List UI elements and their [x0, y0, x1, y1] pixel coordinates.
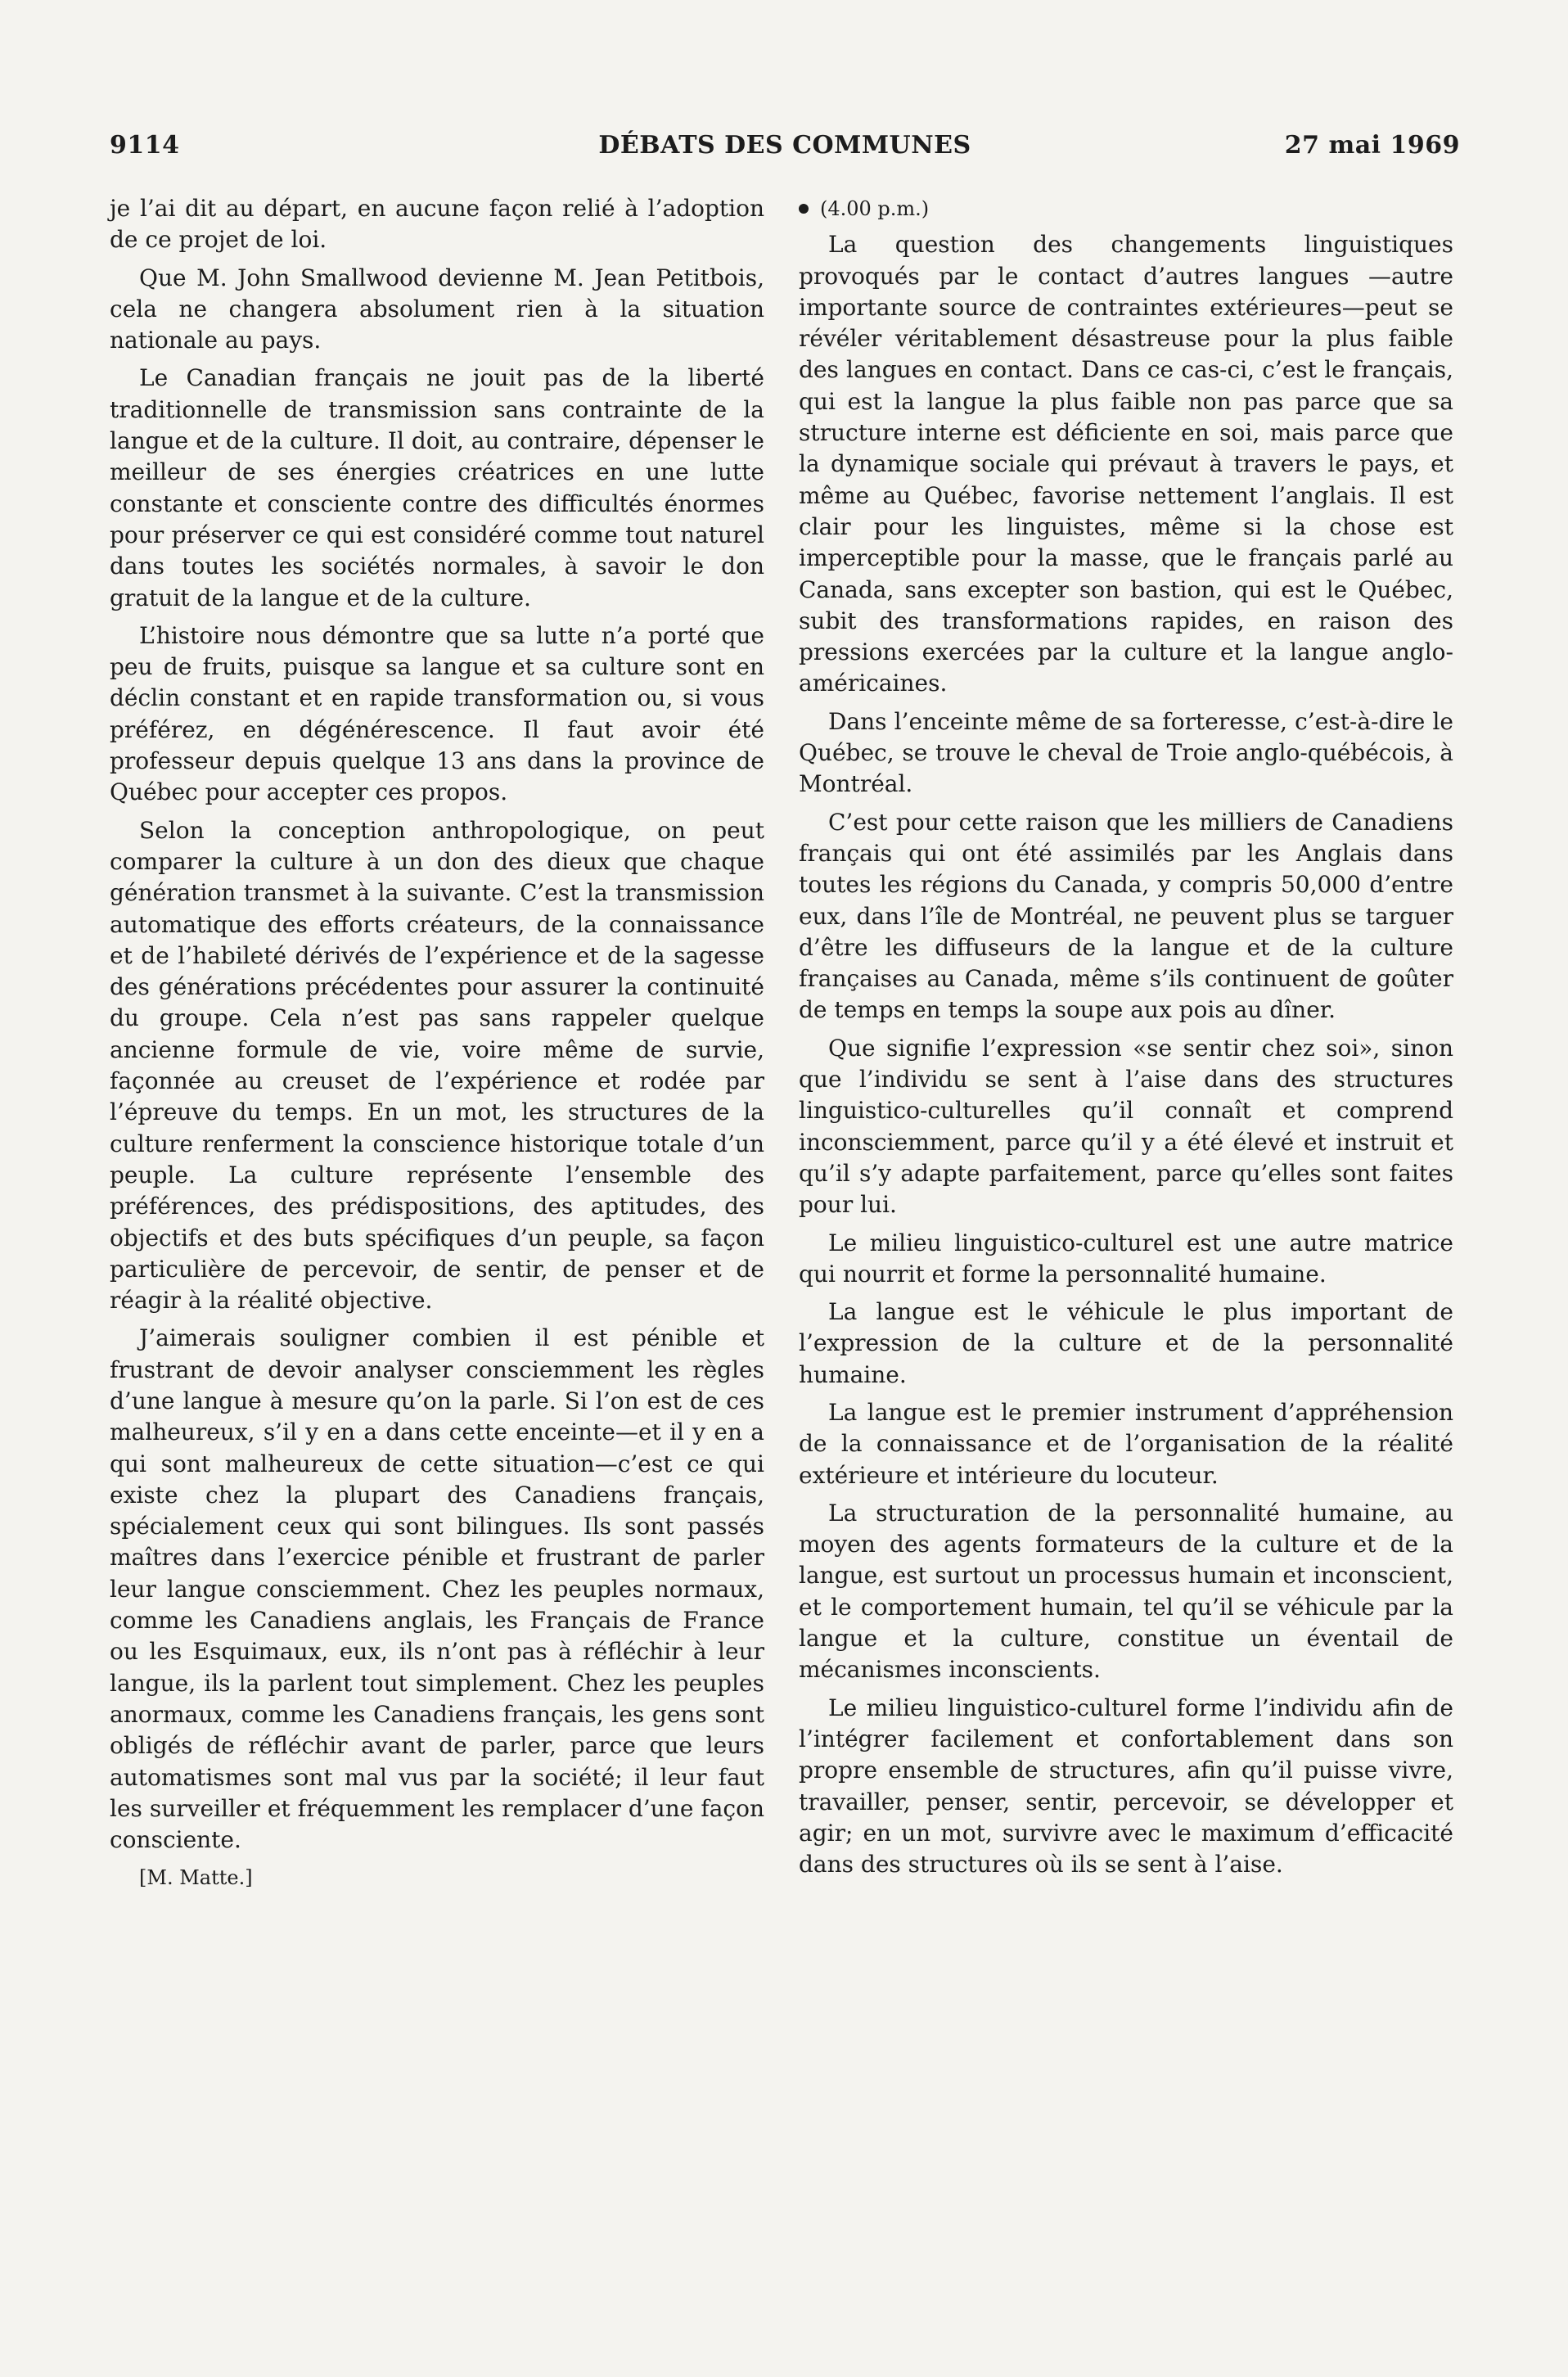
paragraph: je l’ai dit au départ, en aucune façon relié à l’adoption de ce projet de loi.	[110, 195, 764, 254]
paragraph: La langue est le premier instrument d’appréhension de la connaissance et de l’organisation de la réalité extérieure et intérieure du locuteur.	[799, 1398, 1453, 1489]
paragraph: Que M. John Smallwood devienne M. Jean Petitbois, cela ne changera absolument rien à la situation nationale au pays.	[110, 264, 764, 354]
speaker-attribution: [M. Matte.]	[139, 1866, 253, 1890]
paragraph: Dans l’enceinte même de sa forteresse, c’est-à-dire le Québec, se trouve le cheval de Troie anglo-québécois, à Montréal.	[799, 707, 1453, 798]
paragraph: Le Canadian français ne jouit pas de la liberté traditionnelle de transmission sans contrainte de la langue et de la culture. Il doit, au contraire, dépenser le meilleur de ses énergies créatrices en une lutte constante et consciente contre des difficultés énormes pour préserver ce qui est considéré comme tout naturel dans toutes les sociétés normales, à savoir le don gratuit de la langue et de la culture.	[110, 364, 764, 611]
page-date: 27 mai 1969	[1284, 131, 1460, 160]
publication-title: DÉBATS DES COMMUNES	[598, 131, 971, 160]
paragraph: Le milieu linguistico-culturel est une autre matrice qui nourrit et forme la personnalité humaine.	[799, 1229, 1453, 1288]
bullet-icon	[799, 204, 809, 214]
left-column	[110, 193, 764, 1901]
paragraph: Le milieu linguistico-culturel forme l’individu afin de l’intégrer facilement et confortablement dans son propre ensemble de structures, afin qu’il puisse vivre, travailler, penser, sentir, percevoir, se développer et agir; en un mot, survivre avec le maximum d’efficacité dans des structures où ils se sent à l’aise.	[799, 1694, 1453, 1879]
page-number: 9114	[110, 131, 180, 160]
paragraph: L’histoire nous démontre que sa lutte n’a porté que peu de fruits, puisque sa langue et sa culture sont en déclin constant et en rapide transformation ou, si vous préférez, en dégénérescence. Il faut avoir été professeur depuis quelque 13 ans dans la province de Québec pour accepter ces propos.	[110, 621, 764, 806]
page-header	[110, 131, 1460, 167]
time-marker	[799, 193, 1453, 224]
paragraph: La structuration de la personnalité humaine, au moyen des agents formateurs de la culture et de la langue, est surtout un processus humain et inconscient, et le comportement humain, tel qu’il se véhicule par la langue et la culture, constitue un éventail de mécanismes inconscients.	[799, 1499, 1453, 1684]
paragraph: Selon la conception anthropologique, on peut comparer la culture à un don des dieux que chaque génération transmet à la suivante. C’est la transmission automatique des efforts créateurs, de la connaissance et de l’habileté dérivés de l’expérience et de la sagesse des générations précédentes pour assurer la continuité du groupe. Cela n’est pas sans rappeler quelque ancienne formule de vie, voire même de survie, façonnée au creuset de l’expérience et rodée par l’épreuve du temps. En un mot, les structures de la culture renferment la conscience historique totale d’un peuple. La culture représente l’ensemble des préférences, des prédispositions, des aptitudes, des objectifs et des buts spécifiques d’un peuple, sa façon particulière de percevoir, de sentir, de penser et de réagir à la réalité objective.	[110, 816, 764, 1315]
paragraph: C’est pour cette raison que les milliers de Canadiens français qui ont été assimilés par les Anglais dans toutes les régions du Canada, y compris 50,000 d’entre eux, dans l’île de Montréal, ne peuvent plus se targuer d’être les diffuseurs de la langue et de la culture françaises au Canada, même s’ils continuent de goûter de temps en temps la soupe aux pois au dîner.	[799, 808, 1453, 1024]
time-marker-text: (4.00 p.m.)	[820, 197, 930, 220]
paragraph: La langue est le véhicule le plus important de l’expression de la culture et de la personnalité humaine.	[799, 1298, 1453, 1388]
paragraph: J’aimerais souligner combien il est pénible et frustrant de devoir analyser consciemment les règles d’une langue à mesure qu’on la parle. Si l’on est de ces malheureux, s’il y en a dans cette enceinte—et il y en a qui sont malheureux de cette situation—c’est ce qui existe chez la plupart des Canadiens français, spécialement ceux qui sont bilingues. Ils sont passés maîtres dans l’exercice pénible et frustrant de parler leur langue consciemment. Chez les peuples normaux, comme les Canadiens anglais, les Français de France ou les Esquimaux, eux, ils n’ont pas à réfléchir à leur langue, ils la parlent tout simplement. Chez les peuples anormaux, comme les Canadiens français, les gens sont obligés de réfléchir avant de parler, parce que leurs automatismes sont mal vus par la société; il leur faut les surveiller et fréquemment les remplacer d’une façon consciente.	[110, 1324, 764, 1854]
paragraph: Que signifie l’expression «se sentir chez soi», sinon que l’individu se sent à l’aise dans des structures linguistico-culturelles qu’il connaît et comprend inconsciemment, parce qu’il y a été élevé et instruit et qu’il s’y adapte parfaitement, parce qu’elles sont faites pour lui.	[799, 1034, 1453, 1219]
right-column	[799, 193, 1453, 1887]
paragraph: La question des changements linguistiques provoqués par le contact d’autres langues —autre importante source de contraintes extérieures—peut se révéler véritablement désastreuse pour la plus faible des langues en contact. Dans ce cas-ci, c’est le français, qui est la langue la plus faible non pas parce que sa structure interne est déficiente en soi, mais parce que la dynamique sociale qui prévaut à travers le pays, et même au Québec, favorise nettement l’anglais. Il est clair pour les linguistes, même si la chose est imperceptible pour la masse, que le français parlé au Canada, sans excepter son bastion, qui est le Québec, subit des transformations rapides, en raison des pressions exercées par la culture et la langue anglo-américaines.	[799, 231, 1453, 697]
